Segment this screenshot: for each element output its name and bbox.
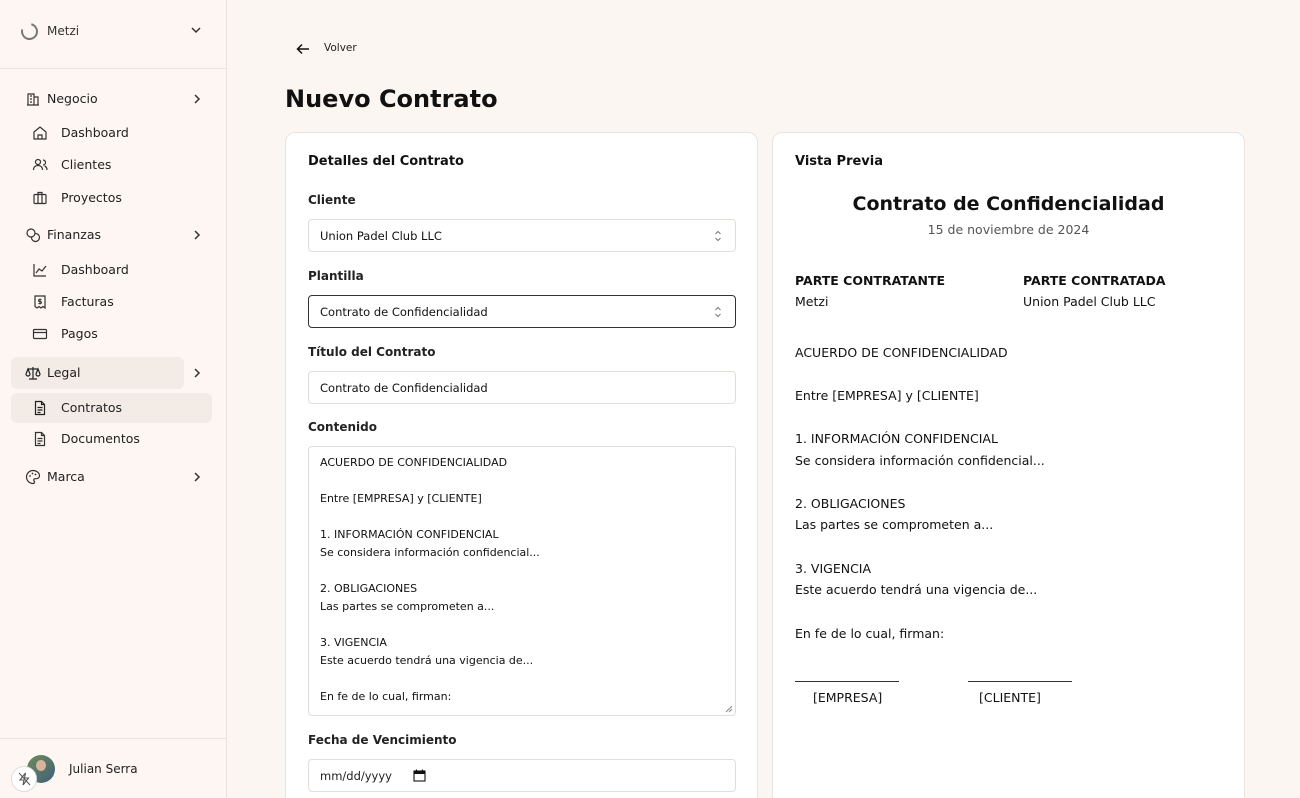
preview-line: Entre [EMPRESA] y [CLIENTE] xyxy=(795,388,979,403)
signature-line-cliente xyxy=(968,681,1072,682)
cliente-select[interactable] xyxy=(308,219,736,252)
user-name: Julian Serra xyxy=(69,762,138,776)
chevron-right-icon xyxy=(191,91,203,107)
sidebar-item-documentos[interactable] xyxy=(11,424,212,454)
textarea-line: Se considera información confidencial... xyxy=(320,546,540,559)
contenido-textarea[interactable] xyxy=(308,446,736,716)
nav-group-label: Marca xyxy=(47,469,85,484)
chevron-right-icon xyxy=(191,227,203,243)
preview-card xyxy=(772,132,1245,798)
calendar-icon[interactable] xyxy=(413,769,426,782)
textarea-line: Entre [EMPRESA] y [CLIENTE] xyxy=(320,492,482,505)
textarea-line: 1. INFORMACIÓN CONFIDENCIAL xyxy=(320,528,499,541)
document-date: 15 de noviembre de 2024 xyxy=(927,222,1090,237)
chevron-down-icon xyxy=(190,24,202,36)
coins-icon xyxy=(25,227,41,243)
building-icon xyxy=(25,91,41,107)
card-title: Detalles del Contrato xyxy=(308,154,464,169)
credit-card-icon xyxy=(32,326,48,342)
file-text-icon xyxy=(32,400,48,416)
cliente-value: Union Padel Club LLC xyxy=(320,229,442,243)
loading-icon xyxy=(18,20,41,43)
briefcase-icon xyxy=(32,190,48,206)
org-switcher[interactable] xyxy=(0,0,226,69)
sidebar-item-label: Pagos xyxy=(61,326,98,341)
sidebar-item-clientes[interactable] xyxy=(11,150,212,180)
textarea-line: Las partes se comprometen a... xyxy=(320,600,495,613)
textarea-line: En fe de lo cual, firman: xyxy=(320,690,452,703)
preview-line: En fe de lo cual, firman: xyxy=(795,626,945,641)
resize-handle-icon[interactable] xyxy=(725,705,733,713)
signature-line-empresa xyxy=(795,681,899,682)
users-icon xyxy=(32,157,48,173)
nav-group-finanzas[interactable] xyxy=(11,219,184,251)
preview-line: 1. INFORMACIÓN CONFIDENCIAL xyxy=(795,431,998,446)
chevron-up-down-icon xyxy=(713,305,723,319)
preview-line: 3. VIGENCIA xyxy=(795,561,872,576)
plantilla-select[interactable] xyxy=(308,295,736,328)
nav-group-label: Legal xyxy=(47,365,81,380)
contratada-heading: PARTE CONTRATADA xyxy=(1023,273,1166,288)
textarea-line: ACUERDO DE CONFIDENCIALIDAD xyxy=(320,456,508,469)
back-label: Volver xyxy=(324,42,357,54)
sidebar-item-label: Documentos xyxy=(61,431,140,446)
sidebar-item-label: Clientes xyxy=(61,157,112,172)
palette-icon xyxy=(25,469,41,485)
sidebar-item-facturas[interactable] xyxy=(11,287,212,317)
page-title: Nuevo Contrato xyxy=(285,85,498,113)
nav-group-legal[interactable] xyxy=(11,357,184,389)
preview-line: Las partes se comprometen a... xyxy=(795,517,994,532)
preview-line: Este acuerdo tendrá una vigencia de... xyxy=(795,582,1038,597)
contratada-value: Union Padel Club LLC xyxy=(1023,294,1156,309)
card-title: Vista Previa xyxy=(795,154,883,169)
titulo-value: Contrato de Confidencialidad xyxy=(320,381,488,395)
signature-label-cliente: [CLIENTE] xyxy=(979,690,1041,705)
quick-action-button[interactable] xyxy=(11,766,37,792)
date-placeholder: mm/dd/yyyy xyxy=(320,769,392,783)
vencimiento-date-input[interactable] xyxy=(308,759,736,792)
plantilla-label: Plantilla xyxy=(308,269,364,283)
preview-line: Se considera información confidencial... xyxy=(795,453,1045,468)
sidebar-item-label: Contratos xyxy=(61,400,123,415)
org-name: Metzi xyxy=(47,24,80,38)
nav-group-negocio[interactable] xyxy=(11,83,184,115)
contract-details-card xyxy=(285,132,758,798)
preview-line: ACUERDO DE CONFIDENCIALIDAD xyxy=(795,345,1008,360)
lightning-icon xyxy=(18,772,31,786)
user-profile[interactable] xyxy=(0,738,226,798)
sidebar-item-contratos[interactable] xyxy=(11,393,212,423)
sidebar-item-pagos[interactable] xyxy=(11,319,212,349)
sidebar-item-dashboard[interactable] xyxy=(11,118,212,148)
cliente-label: Cliente xyxy=(308,193,356,207)
plantilla-value: Contrato de Confidencialidad xyxy=(320,305,488,319)
nav-group-marca[interactable] xyxy=(11,461,184,493)
home-icon xyxy=(32,125,48,141)
contratante-heading: PARTE CONTRATANTE xyxy=(795,273,946,288)
chevron-right-icon xyxy=(191,365,203,381)
sidebar-item-label: Dashboard xyxy=(61,262,129,277)
arrow-left-icon xyxy=(296,43,310,55)
receipt-icon xyxy=(32,294,48,310)
line-chart-icon xyxy=(32,262,48,278)
chevron-up-down-icon xyxy=(713,229,723,243)
document-icon xyxy=(32,431,48,447)
nav-group-label: Negocio xyxy=(47,91,98,106)
sidebar-item-proyectos[interactable] xyxy=(11,183,212,213)
sidebar-item-finanzas-dashboard[interactable] xyxy=(11,255,212,285)
contenido-label: Contenido xyxy=(308,420,377,434)
signature-label-empresa: [EMPRESA] xyxy=(813,690,883,705)
nav-group-label: Finanzas xyxy=(47,227,101,242)
textarea-line: 2. OBLIGACIONES xyxy=(320,582,418,595)
sidebar-item-label: Dashboard xyxy=(61,125,129,140)
textarea-line: 3. VIGENCIA xyxy=(320,636,387,649)
sidebar xyxy=(0,0,227,798)
titulo-input[interactable] xyxy=(308,371,736,404)
contratante-value: Metzi xyxy=(795,294,829,309)
textarea-line: Este acuerdo tendrá una vigencia de... xyxy=(320,654,534,667)
chevron-right-icon xyxy=(191,469,203,485)
preview-line: 2. OBLIGACIONES xyxy=(795,496,906,511)
sidebar-item-label: Facturas xyxy=(61,294,114,309)
vencimiento-label: Fecha de Vencimiento xyxy=(308,733,457,747)
sidebar-item-label: Proyectos xyxy=(61,190,122,205)
titulo-label: Título del Contrato xyxy=(308,345,436,359)
document-title: Contrato de Confidencialidad xyxy=(852,193,1165,215)
scale-icon xyxy=(25,365,41,381)
